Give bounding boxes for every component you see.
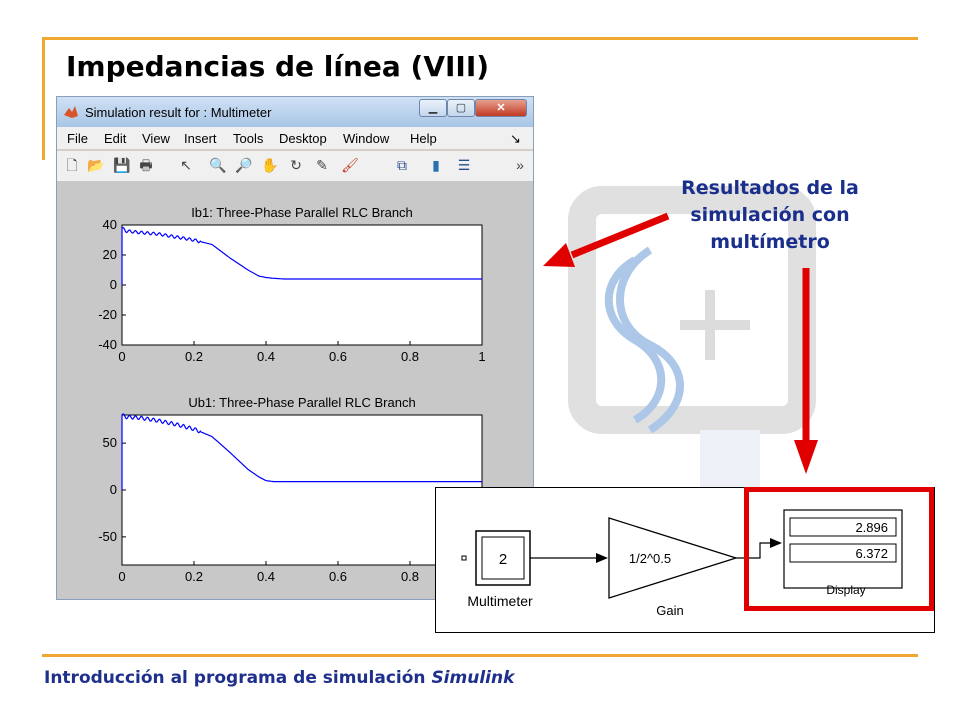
toolbar-overflow-icon[interactable]: »	[516, 157, 524, 173]
y-tick-label-1-1: 20	[102, 247, 117, 262]
new-figure-icon[interactable]: 🗋	[66, 157, 78, 173]
menu-desktop[interactable]: Desktop	[279, 131, 327, 146]
menu-overflow-icon[interactable]: ↘	[510, 131, 521, 146]
x-tick-label-1-2: 0.4	[256, 349, 276, 364]
link-icon[interactable]: ⧉	[397, 157, 407, 173]
save-icon[interactable]: 💾	[113, 157, 131, 173]
gain-value: 1/2^0.5	[628, 551, 672, 566]
legend-icon[interactable]: ☰	[457, 157, 471, 173]
y-tick-label-2-2: -50	[98, 528, 117, 544]
footer-text: Introducción al programa de simulación	[44, 668, 432, 688]
plot-title-1: Ib1: Three-Phase Parallel RLC Branch	[191, 205, 413, 220]
arrow-to-display-head	[794, 440, 818, 474]
signal-arrow-1	[596, 553, 608, 563]
footer	[44, 668, 514, 688]
pointer-icon[interactable]: ↖	[180, 157, 192, 173]
x-tick-label-2-4: 0.8	[400, 569, 420, 584]
x-tick-label-1-0: 0	[118, 349, 126, 364]
menu-window[interactable]: Window	[343, 131, 390, 146]
y-tick-label-2-0: 50	[102, 435, 117, 451]
y-tick-label-2-1: 0	[109, 482, 117, 497]
multimeter-label: Multimeter	[467, 593, 533, 609]
annotation-text: Resultados de la simulación con multímetro	[681, 177, 859, 253]
menu-tools[interactable]: Tools	[233, 131, 264, 146]
y-tick-label-1-0: 40	[102, 217, 117, 232]
x-tick-label-2-1: 0.2	[184, 569, 204, 584]
plot-title-2: Ub1: Three-Phase Parallel RLC Branch	[188, 395, 416, 410]
print-icon[interactable]: 🖶	[139, 157, 153, 173]
close-icon: ✕	[496, 102, 506, 114]
menu-view[interactable]: View	[142, 131, 170, 146]
arrow-to-plot-head	[543, 243, 575, 267]
menu-edit[interactable]: Edit	[104, 131, 127, 146]
x-tick-label-1-1: 0.2	[184, 349, 204, 364]
x-tick-label-1-3: 0.6	[328, 349, 348, 364]
y-tick-label-1-2: 0	[109, 277, 117, 292]
maximize-icon: ▢	[455, 102, 467, 114]
menu-help[interactable]: Help	[410, 131, 437, 146]
y-tick-label-1-3: -20	[98, 307, 117, 322]
display-highlight-box	[744, 487, 934, 611]
multimeter-value: 2	[498, 551, 508, 568]
data-cursor-icon[interactable]: ✎	[316, 157, 328, 173]
footer-emph: Simulink	[431, 668, 515, 688]
brush-icon[interactable]: 🖌	[341, 157, 359, 173]
x-tick-label-1-5: 1	[478, 349, 486, 364]
zoom-out-icon[interactable]: 🔎	[235, 157, 253, 173]
x-tick-label-2-0: 0	[118, 569, 126, 584]
rotate-3d-icon[interactable]: ↻	[290, 157, 302, 173]
menu-file[interactable]: File	[67, 131, 88, 146]
zoom-in-icon[interactable]: 🔍	[209, 157, 227, 173]
display-label: Display	[826, 583, 866, 597]
colorbar-icon[interactable]: ▮	[432, 157, 440, 173]
y-tick-label-1-4: -40	[98, 337, 117, 352]
display-value-1: 2.896	[855, 520, 888, 535]
x-tick-label-2-3: 0.6	[328, 569, 348, 584]
open-file-icon[interactable]: 📂	[87, 157, 105, 173]
x-tick-label-1-4: 0.8	[400, 349, 420, 364]
gain-label: Gain	[656, 603, 684, 618]
window-title: Simulation result for : Multimeter	[85, 105, 272, 120]
x-tick-label-2-2: 0.4	[256, 569, 276, 584]
pan-icon[interactable]: ✋	[261, 157, 279, 173]
slide-title: Impedancias de línea (VIII)	[66, 50, 490, 83]
multimeter-port	[462, 556, 466, 560]
display-value-2: 6.372	[855, 546, 888, 561]
arrow-to-plot-line	[572, 216, 668, 255]
minimize-icon: ▁	[428, 102, 438, 114]
menu-insert[interactable]: Insert	[184, 131, 217, 146]
